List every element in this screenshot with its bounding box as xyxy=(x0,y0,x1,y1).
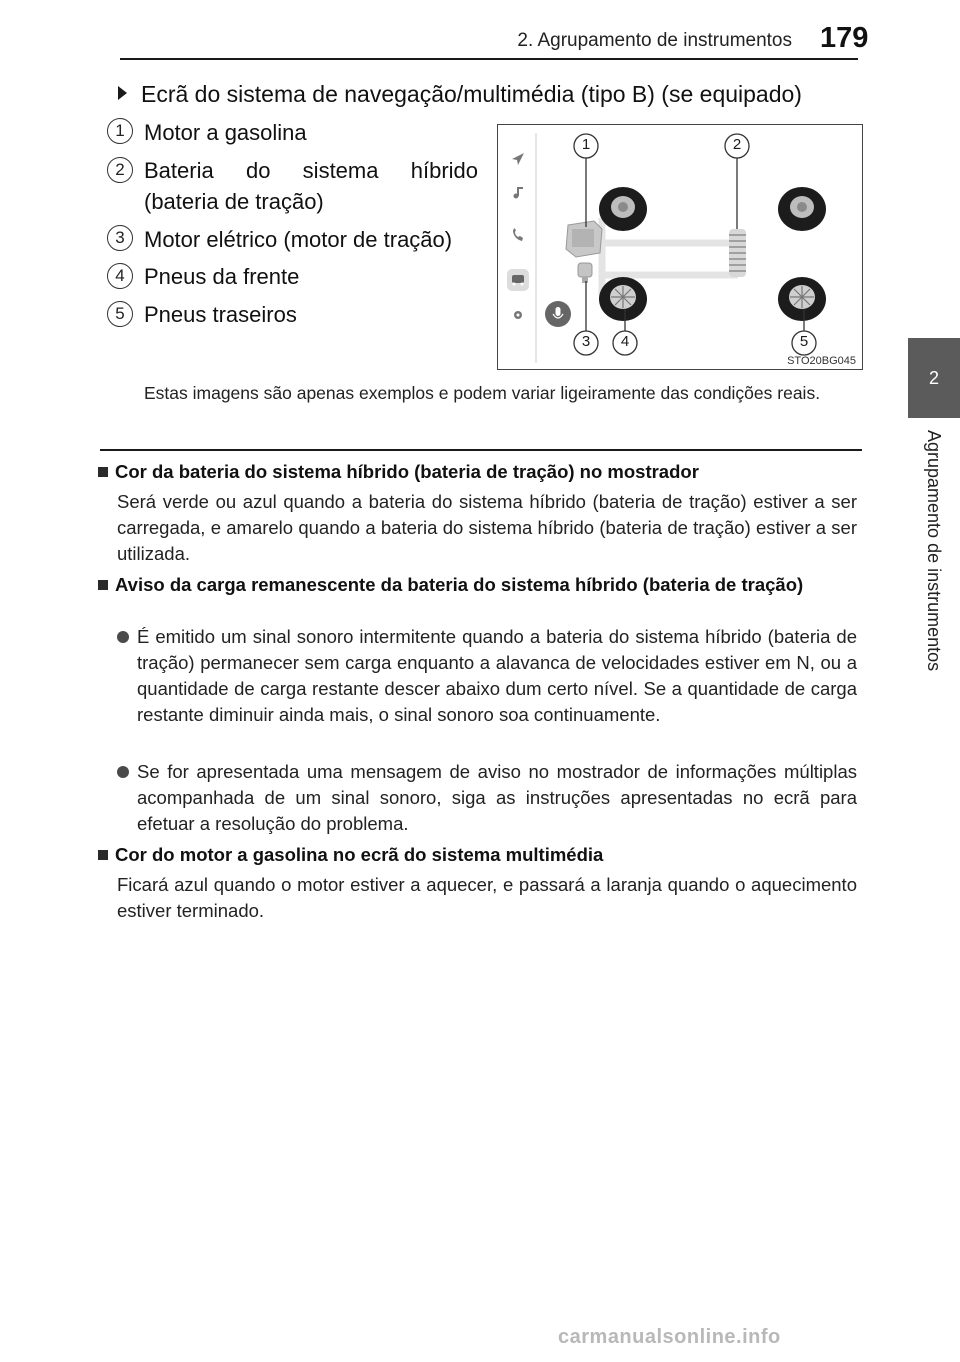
item-number-2: 2 xyxy=(107,157,133,183)
gasoline-engine xyxy=(566,221,602,257)
microphone-icon xyxy=(545,301,571,327)
electric-motor xyxy=(578,263,592,283)
figure-code: STO20BG045 xyxy=(787,355,856,367)
item-label-2-cont: (bateria de tração) xyxy=(144,189,324,214)
round-bullet-icon xyxy=(117,766,129,778)
item-label-5: Pneus traseiros xyxy=(144,302,297,327)
settings-icon xyxy=(514,311,522,319)
hybrid-system-diagram xyxy=(498,125,861,368)
section-heading-text: Cor da bateria do sistema híbrido (bateria de tração) no mostrador xyxy=(115,461,699,482)
callout-4: 4 xyxy=(620,333,630,350)
chapter-tab xyxy=(908,338,960,418)
navigation-icon xyxy=(512,153,524,165)
section-heading-battery-color xyxy=(98,459,858,485)
section-heading-text: Aviso da carga remanescente da bateria do sistema híbrido (bateria de tração) xyxy=(115,574,804,595)
front-right-tire xyxy=(778,187,826,231)
front-left-tire xyxy=(599,187,647,231)
screen-heading-text: Ecrã do sistema de navegação/multimédia (tipo B) (se equipado) xyxy=(141,81,802,107)
car-icon xyxy=(507,269,529,291)
item-number-4: 4 xyxy=(107,263,133,289)
hybrid-battery xyxy=(729,229,746,277)
section-heading-engine-color xyxy=(98,842,858,868)
callout-2: 2 xyxy=(732,136,742,153)
bullet-text-beep: É emitido um sinal sonoro intermitente quando a bateria do sistema híbrido (bateria de tração) permanecer sem carga enquanto a alavanca de velocidades estiver em N, ou a quantidade de carga restante descer abaixo dum certo nível. Se a quantidade de carga restante diminuir ainda mais, o sinal sonoro soa continuamente. xyxy=(137,626,857,725)
screen-heading xyxy=(118,81,802,108)
item-label-3: Motor elétrico (motor de tração) xyxy=(144,227,453,252)
section-divider xyxy=(100,449,862,451)
item-number-1: 1 xyxy=(107,118,133,144)
square-bullet-icon xyxy=(98,467,108,477)
item-number-5: 5 xyxy=(107,301,133,327)
callout-1: 1 xyxy=(581,136,591,153)
rear-right-tire xyxy=(778,277,826,321)
phone-icon xyxy=(513,228,523,241)
rear-left-tire xyxy=(599,277,647,321)
page-number: 179 xyxy=(820,22,869,54)
square-bullet-icon xyxy=(98,580,108,590)
square-bullet-icon xyxy=(98,850,108,860)
running-header-title: 2. Agrupamento de instrumentos xyxy=(517,30,792,51)
chapter-tab-title xyxy=(914,430,954,730)
item-number-3: 3 xyxy=(107,225,133,251)
item-label-1: Motor a gasolina xyxy=(144,120,307,145)
image-disclaimer: Estas imagens são apenas exemplos e podem variar ligeiramente das condições reais. xyxy=(144,383,821,403)
section-heading-charge-warning xyxy=(98,572,858,598)
music-icon xyxy=(514,187,524,199)
chapter-title: Agrupamento de instrumentos xyxy=(924,430,944,672)
section-heading-text: Cor do motor a gasolina no ecrã do sistema multimédia xyxy=(115,844,604,865)
item-label-2: Bateria do sistema híbrido xyxy=(144,158,478,183)
section-body-battery-color: Será verde ou azul quando a bateria do sistema híbrido (bateria de tração) estiver a ser carregada, e amarelo quando a bateria do sistema híbrido (bateria de tração) estiver a ser utilizada. xyxy=(117,491,857,564)
triangle-bullet-icon xyxy=(118,86,127,100)
item-label-4: Pneus da frente xyxy=(144,264,300,289)
header-rule xyxy=(120,58,858,60)
callout-3: 3 xyxy=(581,333,591,350)
callout-5: 5 xyxy=(799,333,809,350)
round-bullet-icon xyxy=(117,631,129,643)
chapter-number: 2 xyxy=(928,367,939,388)
hybrid-system-figure xyxy=(497,124,863,370)
bullet-text-warning-message: Se for apresentada uma mensagem de aviso no mostrador de informações múltiplas acompanhada de um sinal sonoro, siga as instruções apresentadas no ecrã para efetuar a resolução do problema. xyxy=(137,761,857,834)
section-body-engine-color: Ficará azul quando o motor estiver a aquecer, e passará a laranja quando o aquecimento estiver terminado. xyxy=(117,874,857,921)
watermark: carmanualsonline.info xyxy=(558,1326,781,1348)
